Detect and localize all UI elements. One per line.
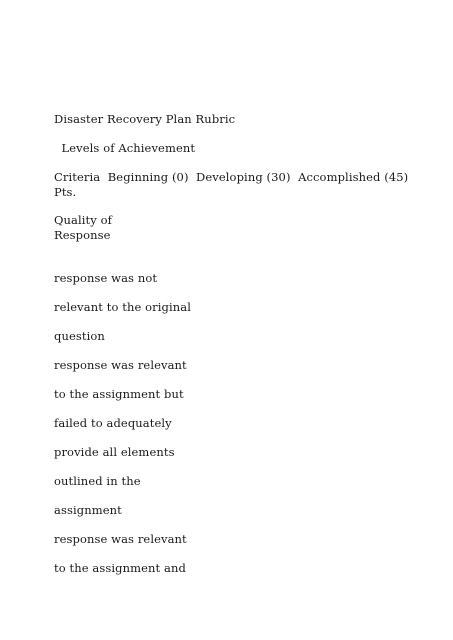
document-title: Disaster Recovery Plan Rubric [54, 112, 236, 126]
body-line: assignment [54, 503, 122, 517]
levels-heading: Levels of Achievement [54, 141, 196, 155]
body-line: failed to adequately [54, 416, 172, 430]
criteria-header-line-2: Pts. [54, 185, 77, 199]
body-line: relevant to the original [54, 300, 191, 314]
body-line: to the assignment but [54, 387, 184, 401]
body-line: response was relevant [54, 358, 187, 372]
body-line: response was relevant [54, 532, 187, 546]
criteria-header-line-1: Criteria Beginning (0) Developing (30) Accomplished (45) [54, 170, 409, 184]
body-line: outlined in the [54, 474, 141, 488]
criterion-name-line-2: Response [54, 228, 111, 242]
body-line: to the assignment and [54, 561, 186, 575]
criterion-name-line-1: Quality of [54, 213, 113, 227]
body-line: response was not [54, 271, 158, 285]
body-line: question [54, 329, 105, 343]
body-line: provide all elements [54, 445, 175, 459]
